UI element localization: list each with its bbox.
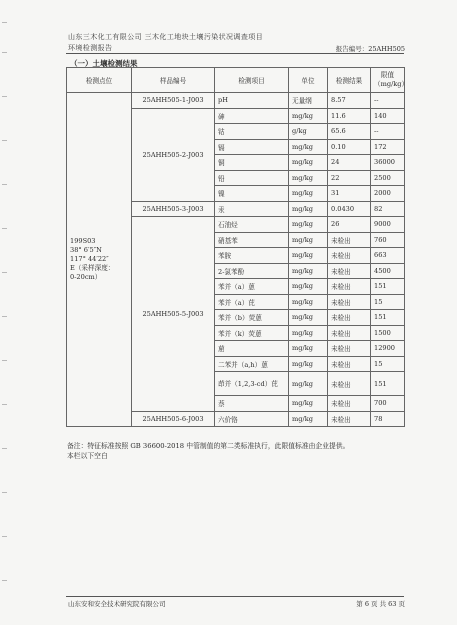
limit-cell: 15 xyxy=(371,294,405,310)
result-cell: 未检出 xyxy=(328,341,371,357)
test-item-cell: 二苯并（a,h）蒽 xyxy=(215,356,289,372)
edge-mark xyxy=(2,96,7,97)
results-table xyxy=(66,67,409,427)
unit-cell: mg/kg xyxy=(289,232,328,248)
unit-cell: mg/kg xyxy=(289,341,328,357)
unit-cell: mg/kg xyxy=(289,411,328,427)
location-line: 199S03 xyxy=(70,237,96,245)
test-item-cell: 苯胺 xyxy=(215,248,289,264)
unit-cell: mg/kg xyxy=(289,217,328,233)
section-title: （一）土壤检测结果 xyxy=(70,59,138,68)
unit-cell: mg/kg xyxy=(289,325,328,341)
footer-company: 山东安和安全技术研究院有限公司 xyxy=(68,600,166,608)
limit-cell: 82 xyxy=(371,201,405,217)
edge-mark xyxy=(2,492,7,493)
test-item-cell: 砷 xyxy=(215,108,289,124)
unit-cell: mg/kg xyxy=(289,310,328,326)
test-item-cell: pH xyxy=(215,93,289,109)
sample-id-cell: 25AHH505-1-J003 xyxy=(132,93,215,109)
sample-id-cell: 25AHH505-2-J003 xyxy=(132,108,215,201)
column-header: 检测项目 xyxy=(215,68,289,93)
result-cell: 22 xyxy=(328,170,371,186)
result-cell: 未检出 xyxy=(328,396,371,412)
edge-mark xyxy=(2,52,7,53)
result-cell: 11.6 xyxy=(328,108,371,124)
unit-cell: mg/kg xyxy=(289,356,328,372)
location-cell xyxy=(67,93,132,427)
column-header: 检测点位 xyxy=(67,68,132,93)
test-item-cell: 六价铬 xyxy=(215,411,289,427)
unit-cell: mg/kg xyxy=(289,139,328,155)
limit-cell: 140 xyxy=(371,108,405,124)
result-cell: 未检出 xyxy=(328,232,371,248)
unit-cell: mg/kg xyxy=(289,108,328,124)
limit-cell: 2500 xyxy=(371,170,405,186)
test-item-cell: 2-氯苯酚 xyxy=(215,263,289,279)
limit-cell: 700 xyxy=(371,396,405,412)
limit-cell: 760 xyxy=(371,232,405,248)
result-cell: 0.10 xyxy=(328,139,371,155)
edge-mark xyxy=(2,140,7,141)
header-title: 山东三木化工有限公司 三木化工地块土壤污染状况调查项目 xyxy=(68,33,264,41)
table-row xyxy=(67,93,405,109)
unit-cell: mg/kg xyxy=(289,201,328,217)
test-item-cell: 苯并（k）荧蒽 xyxy=(215,325,289,341)
edge-mark xyxy=(2,184,7,185)
result-cell: 未检出 xyxy=(328,411,371,427)
result-cell: 24 xyxy=(328,155,371,171)
limit-cell: 36000 xyxy=(371,155,405,171)
column-header: 检测结果 xyxy=(328,68,371,93)
test-item-cell: 苯并（b）荧蒽 xyxy=(215,310,289,326)
edge-mark xyxy=(2,228,7,229)
limit-cell: 151 xyxy=(371,372,405,396)
limit-cell: 663 xyxy=(371,248,405,264)
unit-cell: mg/kg xyxy=(289,186,328,202)
header-rule xyxy=(66,53,404,54)
location-line: 117° 44′22″ xyxy=(70,255,109,263)
result-cell: 26 xyxy=(328,217,371,233)
test-item-cell: 苯并（a）芘 xyxy=(215,294,289,310)
test-item-cell: 苯并（a）蒽 xyxy=(215,279,289,295)
table-header-row xyxy=(67,68,405,93)
column-header: 单位 xyxy=(289,68,328,93)
limit-cell: 78 xyxy=(371,411,405,427)
sample-id-cell: 25AHH505-3-J003 xyxy=(132,201,215,217)
unit-cell: mg/kg xyxy=(289,372,328,396)
test-item-cell: 硝基苯 xyxy=(215,232,289,248)
unit-cell: mg/kg xyxy=(289,396,328,412)
test-item-cell: 汞 xyxy=(215,201,289,217)
limit-cell: -- xyxy=(371,93,405,109)
test-item-cell: 镍 xyxy=(215,186,289,202)
limit-cell: 2000 xyxy=(371,186,405,202)
location-line: E（采样深度： xyxy=(70,264,115,272)
limit-cell: 1500 xyxy=(371,325,405,341)
test-item-cell: 钴 xyxy=(215,124,289,140)
result-cell: 未检出 xyxy=(328,325,371,341)
table-body xyxy=(67,93,405,427)
edge-mark xyxy=(2,580,7,581)
edge-mark xyxy=(2,536,7,537)
limit-cell: -- xyxy=(371,124,405,140)
unit-cell: mg/kg xyxy=(289,248,328,264)
sample-id-cell: 25AHH505-6-J003 xyxy=(132,411,215,427)
page-number: 第 6 页 共 63 页 xyxy=(356,600,405,608)
test-item-cell: 镉 xyxy=(215,139,289,155)
result-cell: 0.0430 xyxy=(328,201,371,217)
unit-cell: mg/kg xyxy=(289,294,328,310)
result-cell: 未检出 xyxy=(328,310,371,326)
limit-cell: 15 xyxy=(371,356,405,372)
column-header: 限值 （mg/kg） xyxy=(371,68,405,93)
header-subtitle: 环境检测报告 xyxy=(68,44,113,52)
result-cell: 31 xyxy=(328,186,371,202)
report-number: 报告编号：25AHH505 xyxy=(335,45,405,53)
unit-cell: mg/kg xyxy=(289,155,328,171)
unit-cell: 无量纲 xyxy=(289,93,328,109)
limit-cell: 151 xyxy=(371,310,405,326)
unit-cell: mg/kg xyxy=(289,170,328,186)
edge-mark xyxy=(2,22,7,23)
edge-mark xyxy=(2,272,7,273)
limit-cell: 172 xyxy=(371,139,405,155)
result-cell: 未检出 xyxy=(328,279,371,295)
edge-mark xyxy=(2,404,7,405)
test-item-cell: 铜 xyxy=(215,155,289,171)
test-item-cell: 䓛 xyxy=(215,341,289,357)
column-header: 样品编号 xyxy=(132,68,215,93)
test-item-cell: 萘 xyxy=(215,396,289,412)
edge-mark xyxy=(2,448,7,449)
sample-id-cell: 25AHH505-5-J003 xyxy=(132,217,215,412)
result-cell: 未检出 xyxy=(328,294,371,310)
result-cell: 未检出 xyxy=(328,263,371,279)
footer-rule xyxy=(66,596,404,597)
location-line: 38° 6′5″N xyxy=(70,246,102,254)
limit-cell: 9000 xyxy=(371,217,405,233)
unit-cell: mg/kg xyxy=(289,263,328,279)
result-cell: 65.6 xyxy=(328,124,371,140)
unit-cell: mg/kg xyxy=(289,279,328,295)
test-item-cell: 茚并（1,2,3-cd）芘 xyxy=(215,372,289,396)
result-cell: 未检出 xyxy=(328,356,371,372)
edge-mark xyxy=(2,360,7,361)
result-cell: 未检出 xyxy=(328,248,371,264)
location-line: 0-20cm） xyxy=(70,273,102,281)
remark-text: 备注：特征标准按照 GB 36600-2018 中管制值的第二类标准执行，此限值标准由企业提供。 xyxy=(67,442,350,450)
result-cell: 未检出 xyxy=(328,372,371,396)
limit-cell: 4500 xyxy=(371,263,405,279)
notes xyxy=(67,441,403,461)
test-item-cell: 铅 xyxy=(215,170,289,186)
limit-cell: 12900 xyxy=(371,341,405,357)
limit-cell: 151 xyxy=(371,279,405,295)
result-cell: 8.57 xyxy=(328,93,371,109)
blank-below-text: 本栏以下空白 xyxy=(67,452,108,460)
edge-mark xyxy=(2,316,7,317)
unit-cell: g/kg xyxy=(289,124,328,140)
test-item-cell: 石油烃 xyxy=(215,217,289,233)
